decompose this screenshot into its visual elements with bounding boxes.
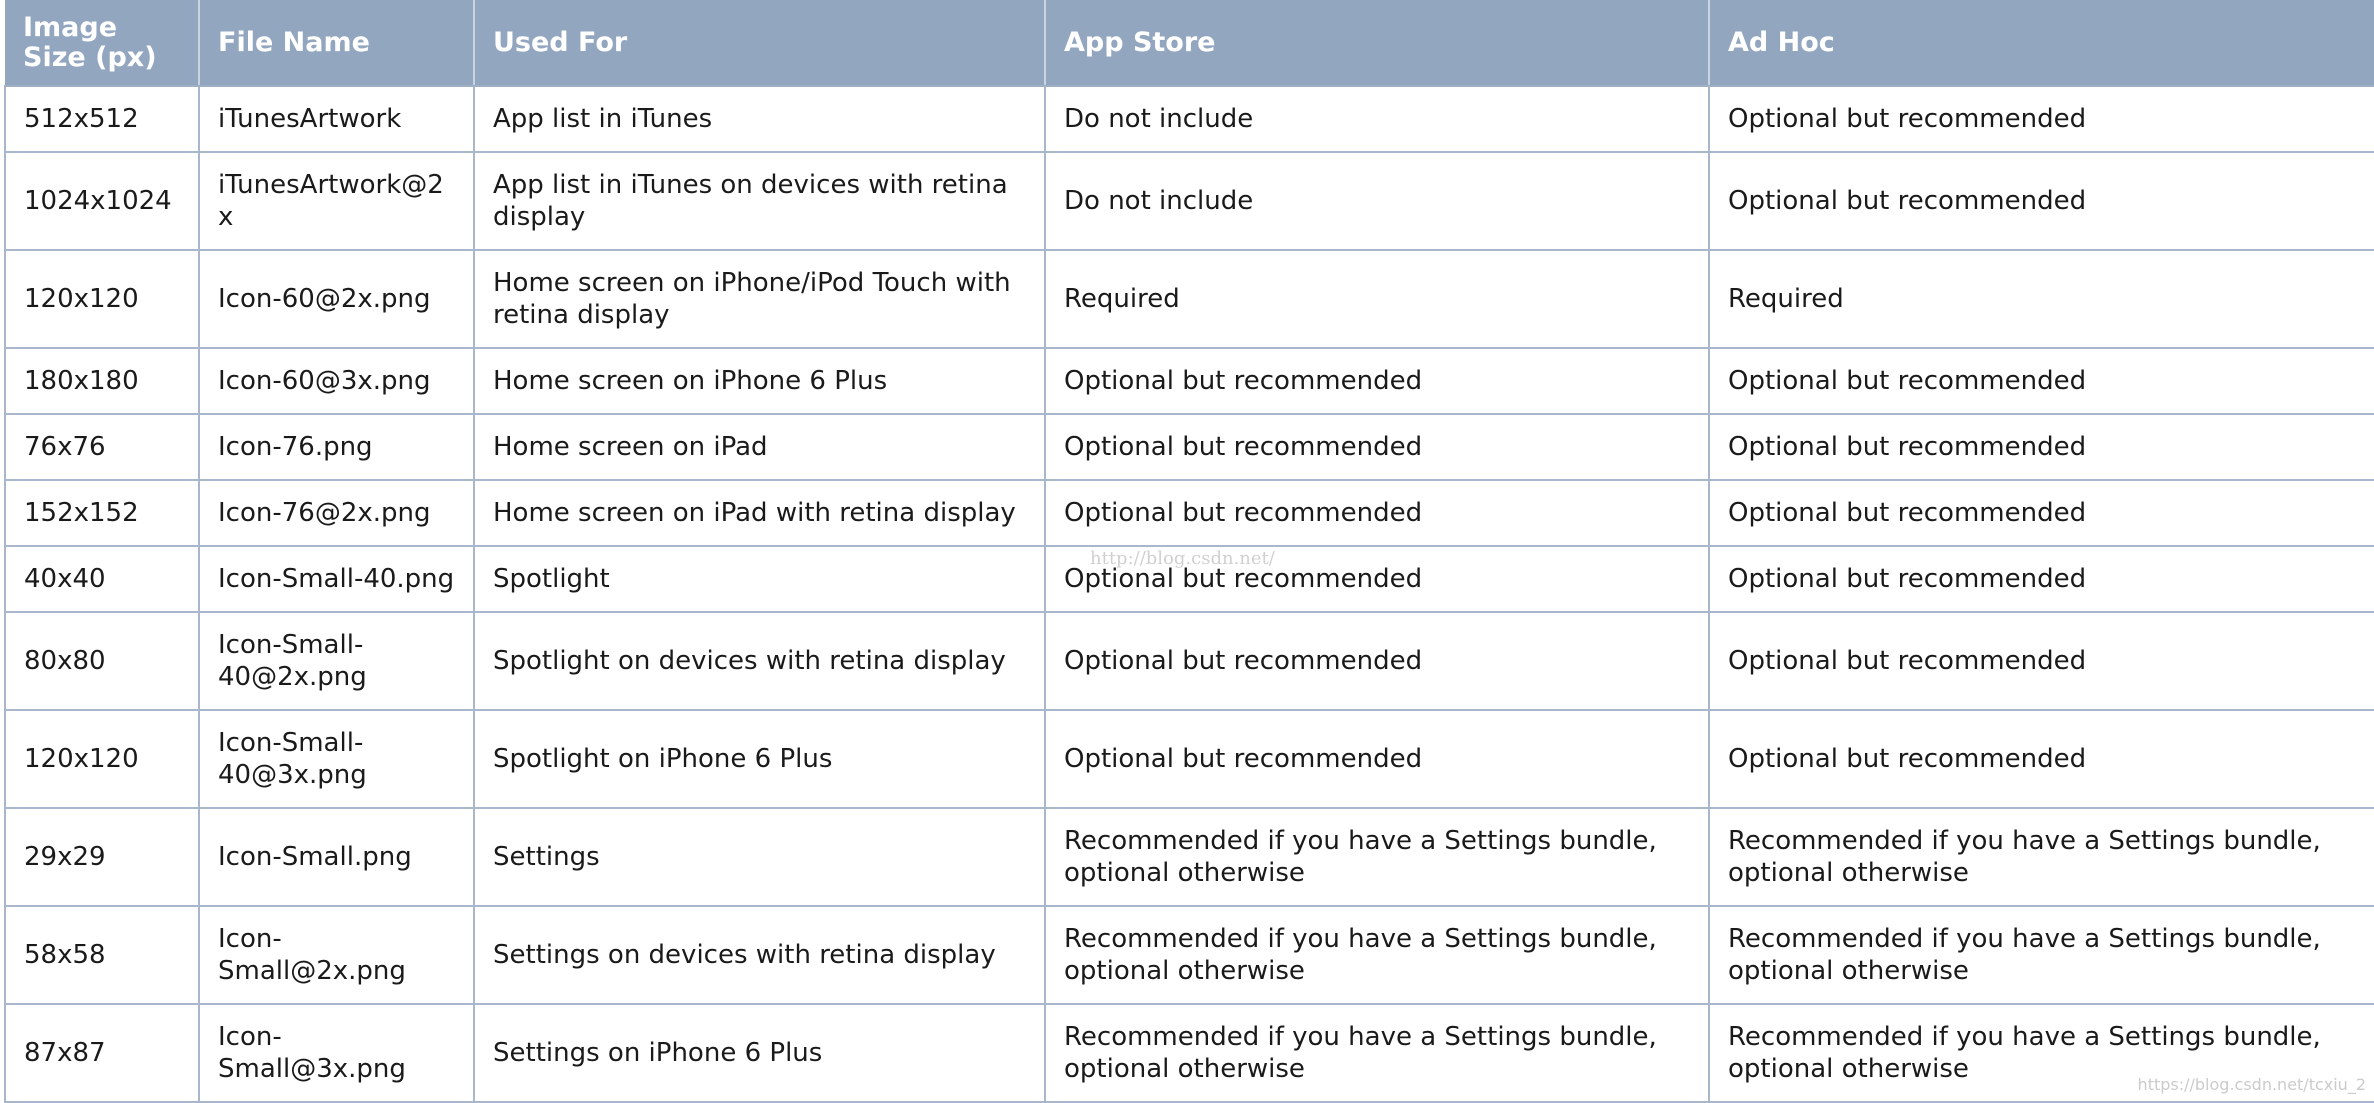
table-row — [5, 808, 2374, 906]
cell-image-size: 58x58 — [5, 906, 199, 1004]
cell-used-for: Home screen on iPad with retina display — [474, 480, 1045, 546]
cell-image-size: 87x87 — [5, 1004, 199, 1102]
cell-app-store: Recommended if you have a Settings bundle, optional otherwise — [1045, 1004, 1709, 1102]
table-row — [5, 480, 2374, 546]
cell-image-size: 40x40 — [5, 546, 199, 612]
cell-ad-hoc: Optional but recommended — [1709, 86, 2374, 152]
cell-ad-hoc: Optional but recommended — [1709, 710, 2374, 808]
cell-used-for: Spotlight on iPhone 6 Plus — [474, 710, 1045, 808]
header-app-store: App Store — [1045, 0, 1709, 86]
cell-image-size: 120x120 — [5, 250, 199, 348]
cell-file-name: Icon-Small@3x.png — [199, 1004, 474, 1102]
cell-file-name: Icon-Small-40.png — [199, 546, 474, 612]
table-row — [5, 710, 2374, 808]
cell-app-store: Optional but recommended — [1045, 414, 1709, 480]
table-row — [5, 414, 2374, 480]
cell-ad-hoc: Optional but recommended — [1709, 480, 2374, 546]
cell-used-for: Home screen on iPad — [474, 414, 1045, 480]
table-body — [5, 86, 2374, 1102]
cell-file-name: Icon-76@2x.png — [199, 480, 474, 546]
cell-used-for: Home screen on iPhone 6 Plus — [474, 348, 1045, 414]
cell-ad-hoc: Optional but recommended — [1709, 348, 2374, 414]
table-row — [5, 348, 2374, 414]
table-row — [5, 152, 2374, 250]
table-row — [5, 1004, 2374, 1102]
cell-ad-hoc: Optional but recommended — [1709, 612, 2374, 710]
table-row — [5, 546, 2374, 612]
cell-file-name: iTunesArtwork@2x — [199, 152, 474, 250]
cell-file-name: iTunesArtwork — [199, 86, 474, 152]
cell-used-for: Home screen on iPhone/iPod Touch with retina display — [474, 250, 1045, 348]
cell-file-name: Icon-60@3x.png — [199, 348, 474, 414]
cell-used-for: Spotlight — [474, 546, 1045, 612]
table-row — [5, 906, 2374, 1004]
cell-app-store: Optional but recommended — [1045, 612, 1709, 710]
cell-app-store: Optional but recommended — [1045, 546, 1709, 612]
cell-ad-hoc: Optional but recommended — [1709, 152, 2374, 250]
cell-image-size: 512x512 — [5, 86, 199, 152]
cell-file-name: Icon-Small.png — [199, 808, 474, 906]
cell-ad-hoc: Recommended if you have a Settings bundle, optional otherwise — [1709, 1004, 2374, 1102]
table-row — [5, 250, 2374, 348]
header-image-size: Image Size (px) — [5, 0, 199, 86]
cell-file-name: Icon-Small-40@2x.png — [199, 612, 474, 710]
header-used-for: Used For — [474, 0, 1045, 86]
cell-file-name: Icon-60@2x.png — [199, 250, 474, 348]
table-row — [5, 86, 2374, 152]
cell-app-store: Do not include — [1045, 152, 1709, 250]
cell-image-size: 152x152 — [5, 480, 199, 546]
table-row — [5, 612, 2374, 710]
header-file-name: File Name — [199, 0, 474, 86]
watermark-url: http://blog.csdn.net/ — [1090, 548, 1275, 569]
cell-used-for: Settings on devices with retina display — [474, 906, 1045, 1004]
cell-app-store: Recommended if you have a Settings bundle, optional otherwise — [1045, 906, 1709, 1004]
cell-image-size: 29x29 — [5, 808, 199, 906]
cell-used-for: Spotlight on devices with retina display — [474, 612, 1045, 710]
cell-ad-hoc: Recommended if you have a Settings bundle, optional otherwise — [1709, 808, 2374, 906]
table-header — [5, 0, 2374, 86]
cell-used-for: App list in iTunes — [474, 86, 1045, 152]
cell-app-store: Optional but recommended — [1045, 480, 1709, 546]
cell-file-name: Icon-Small-40@3x.png — [199, 710, 474, 808]
cell-app-store: Required — [1045, 250, 1709, 348]
header-row — [5, 0, 2374, 86]
cell-app-store: Do not include — [1045, 86, 1709, 152]
cell-used-for: App list in iTunes on devices with retina display — [474, 152, 1045, 250]
cell-file-name: Icon-76.png — [199, 414, 474, 480]
header-ad-hoc: Ad Hoc — [1709, 0, 2374, 86]
cell-app-store: Recommended if you have a Settings bundle, optional otherwise — [1045, 808, 1709, 906]
cell-used-for: Settings on iPhone 6 Plus — [474, 1004, 1045, 1102]
cell-image-size: 80x80 — [5, 612, 199, 710]
cell-image-size: 1024x1024 — [5, 152, 199, 250]
watermark-corner: https://blog.csdn.net/tcxiu_2 — [2137, 1075, 2366, 1094]
cell-image-size: 180x180 — [5, 348, 199, 414]
cell-used-for: Settings — [474, 808, 1045, 906]
cell-app-store: Optional but recommended — [1045, 710, 1709, 808]
cell-ad-hoc: Recommended if you have a Settings bundle, optional otherwise — [1709, 906, 2374, 1004]
cell-image-size: 120x120 — [5, 710, 199, 808]
cell-ad-hoc: Optional but recommended — [1709, 414, 2374, 480]
cell-file-name: Icon-Small@2x.png — [199, 906, 474, 1004]
cell-image-size: 76x76 — [5, 414, 199, 480]
cell-ad-hoc: Required — [1709, 250, 2374, 348]
cell-ad-hoc: Optional but recommended — [1709, 546, 2374, 612]
app-icon-table — [4, 0, 2374, 1103]
cell-app-store: Optional but recommended — [1045, 348, 1709, 414]
